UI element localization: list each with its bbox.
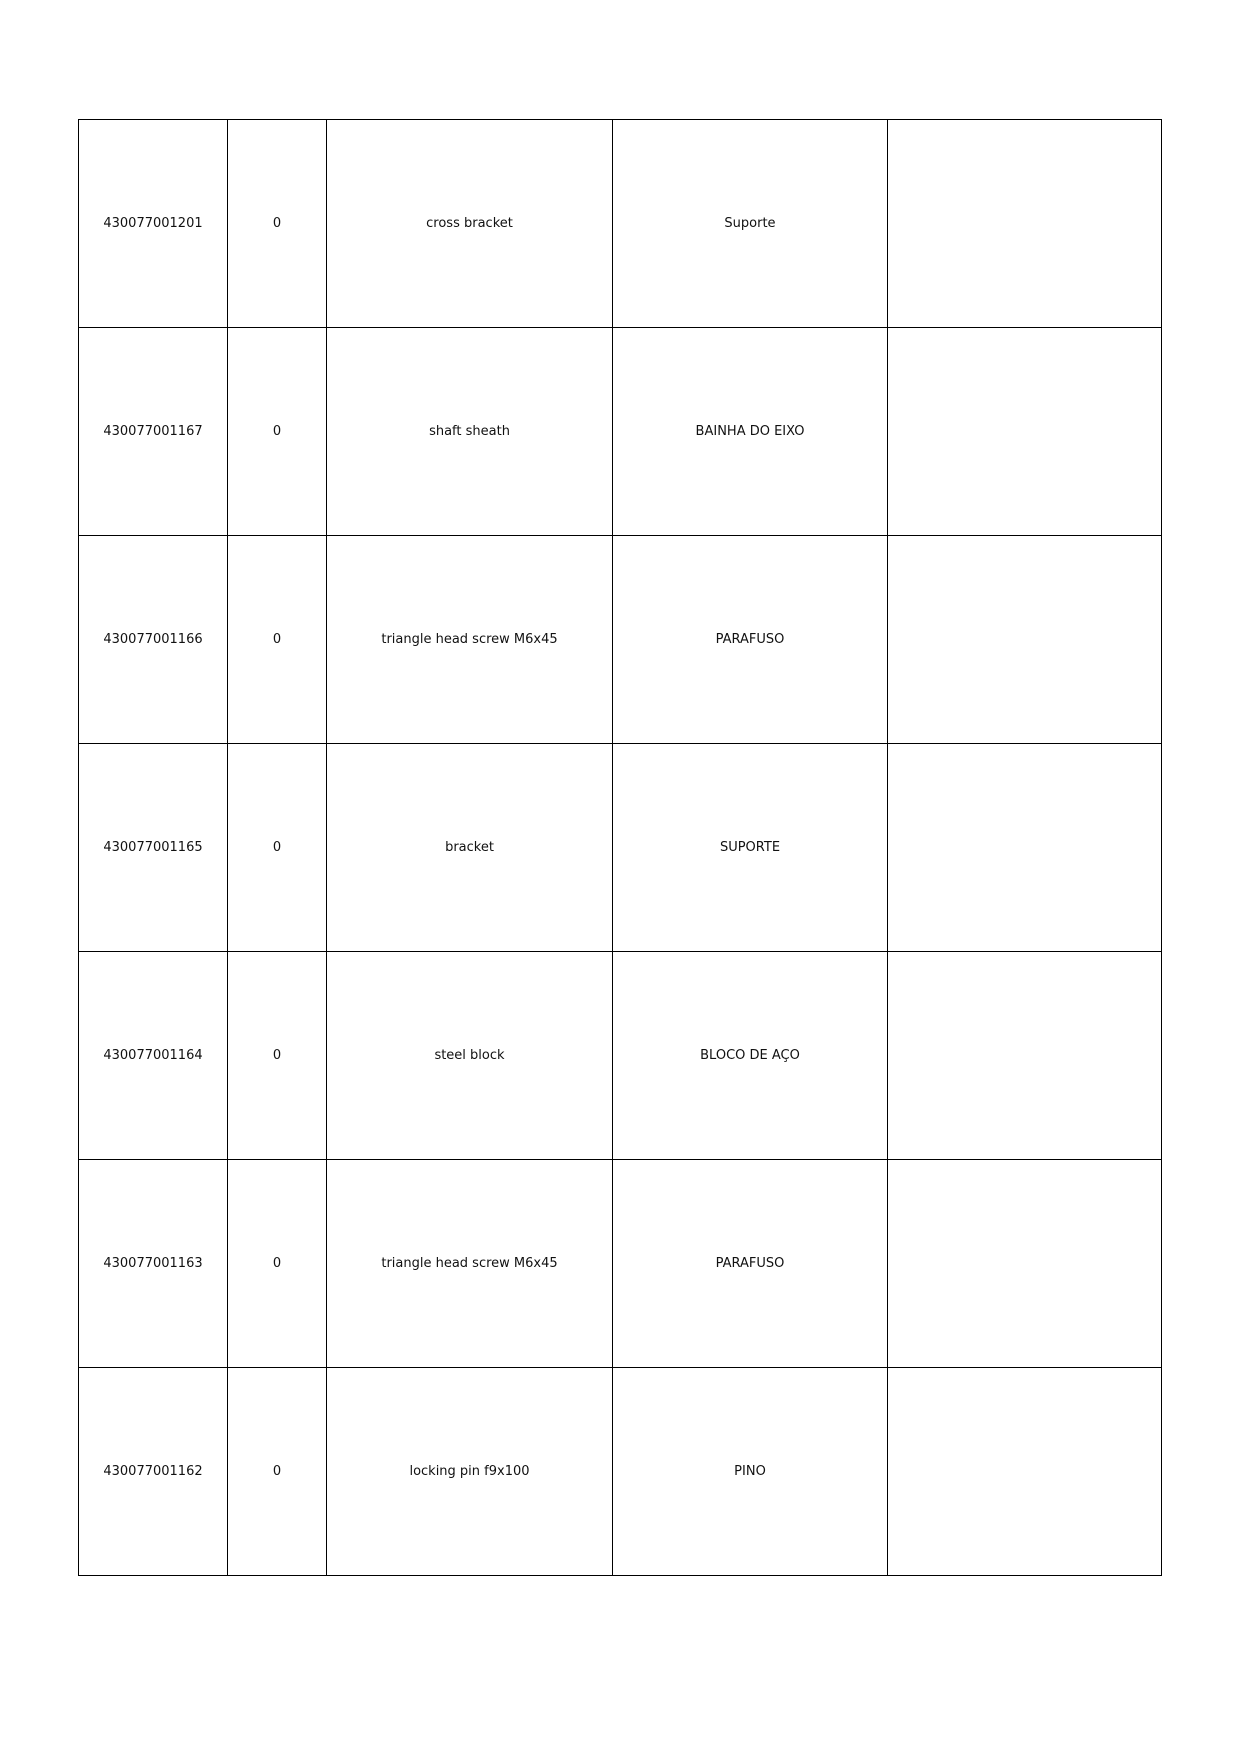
part-code-cell: 430077001165 [79,744,228,952]
part-code-cell: 430077001167 [79,328,228,536]
description-pt-cell: PARAFUSO [613,1160,888,1368]
description-en-cell: steel block [327,952,613,1160]
quantity-cell: 0 [228,952,327,1160]
quantity-cell: 0 [228,1368,327,1576]
part-code-cell: 430077001163 [79,1160,228,1368]
part-code-cell: 430077001162 [79,1368,228,1576]
table-row [79,536,1162,744]
description-pt-cell: BLOCO DE AÇO [613,952,888,1160]
notes-cell [888,536,1162,744]
table-row [79,328,1162,536]
quantity-cell: 0 [228,120,327,328]
quantity-cell: 0 [228,1160,327,1368]
notes-cell [888,328,1162,536]
description-pt-cell: SUPORTE [613,744,888,952]
table-row [79,1160,1162,1368]
description-pt-cell: Suporte [613,120,888,328]
description-pt-cell: BAINHA DO EIXO [613,328,888,536]
description-en-cell: triangle head screw M6x45 [327,536,613,744]
quantity-cell: 0 [228,744,327,952]
part-code-cell: 430077001166 [79,536,228,744]
description-en-cell: triangle head screw M6x45 [327,1160,613,1368]
description-en-cell: cross bracket [327,120,613,328]
description-en-cell: locking pin f9x100 [327,1368,613,1576]
notes-cell [888,744,1162,952]
table-row [79,744,1162,952]
table-row [79,1368,1162,1576]
description-en-cell: shaft sheath [327,328,613,536]
notes-cell [888,1160,1162,1368]
part-code-cell: 430077001164 [79,952,228,1160]
parts-table [78,119,1162,1576]
notes-cell [888,1368,1162,1576]
description-pt-cell: PARAFUSO [613,536,888,744]
table-row [79,952,1162,1160]
part-code-cell: 430077001201 [79,120,228,328]
notes-cell [888,952,1162,1160]
description-pt-cell: PINO [613,1368,888,1576]
description-en-cell: bracket [327,744,613,952]
table-row [79,120,1162,328]
notes-cell [888,120,1162,328]
quantity-cell: 0 [228,536,327,744]
quantity-cell: 0 [228,328,327,536]
